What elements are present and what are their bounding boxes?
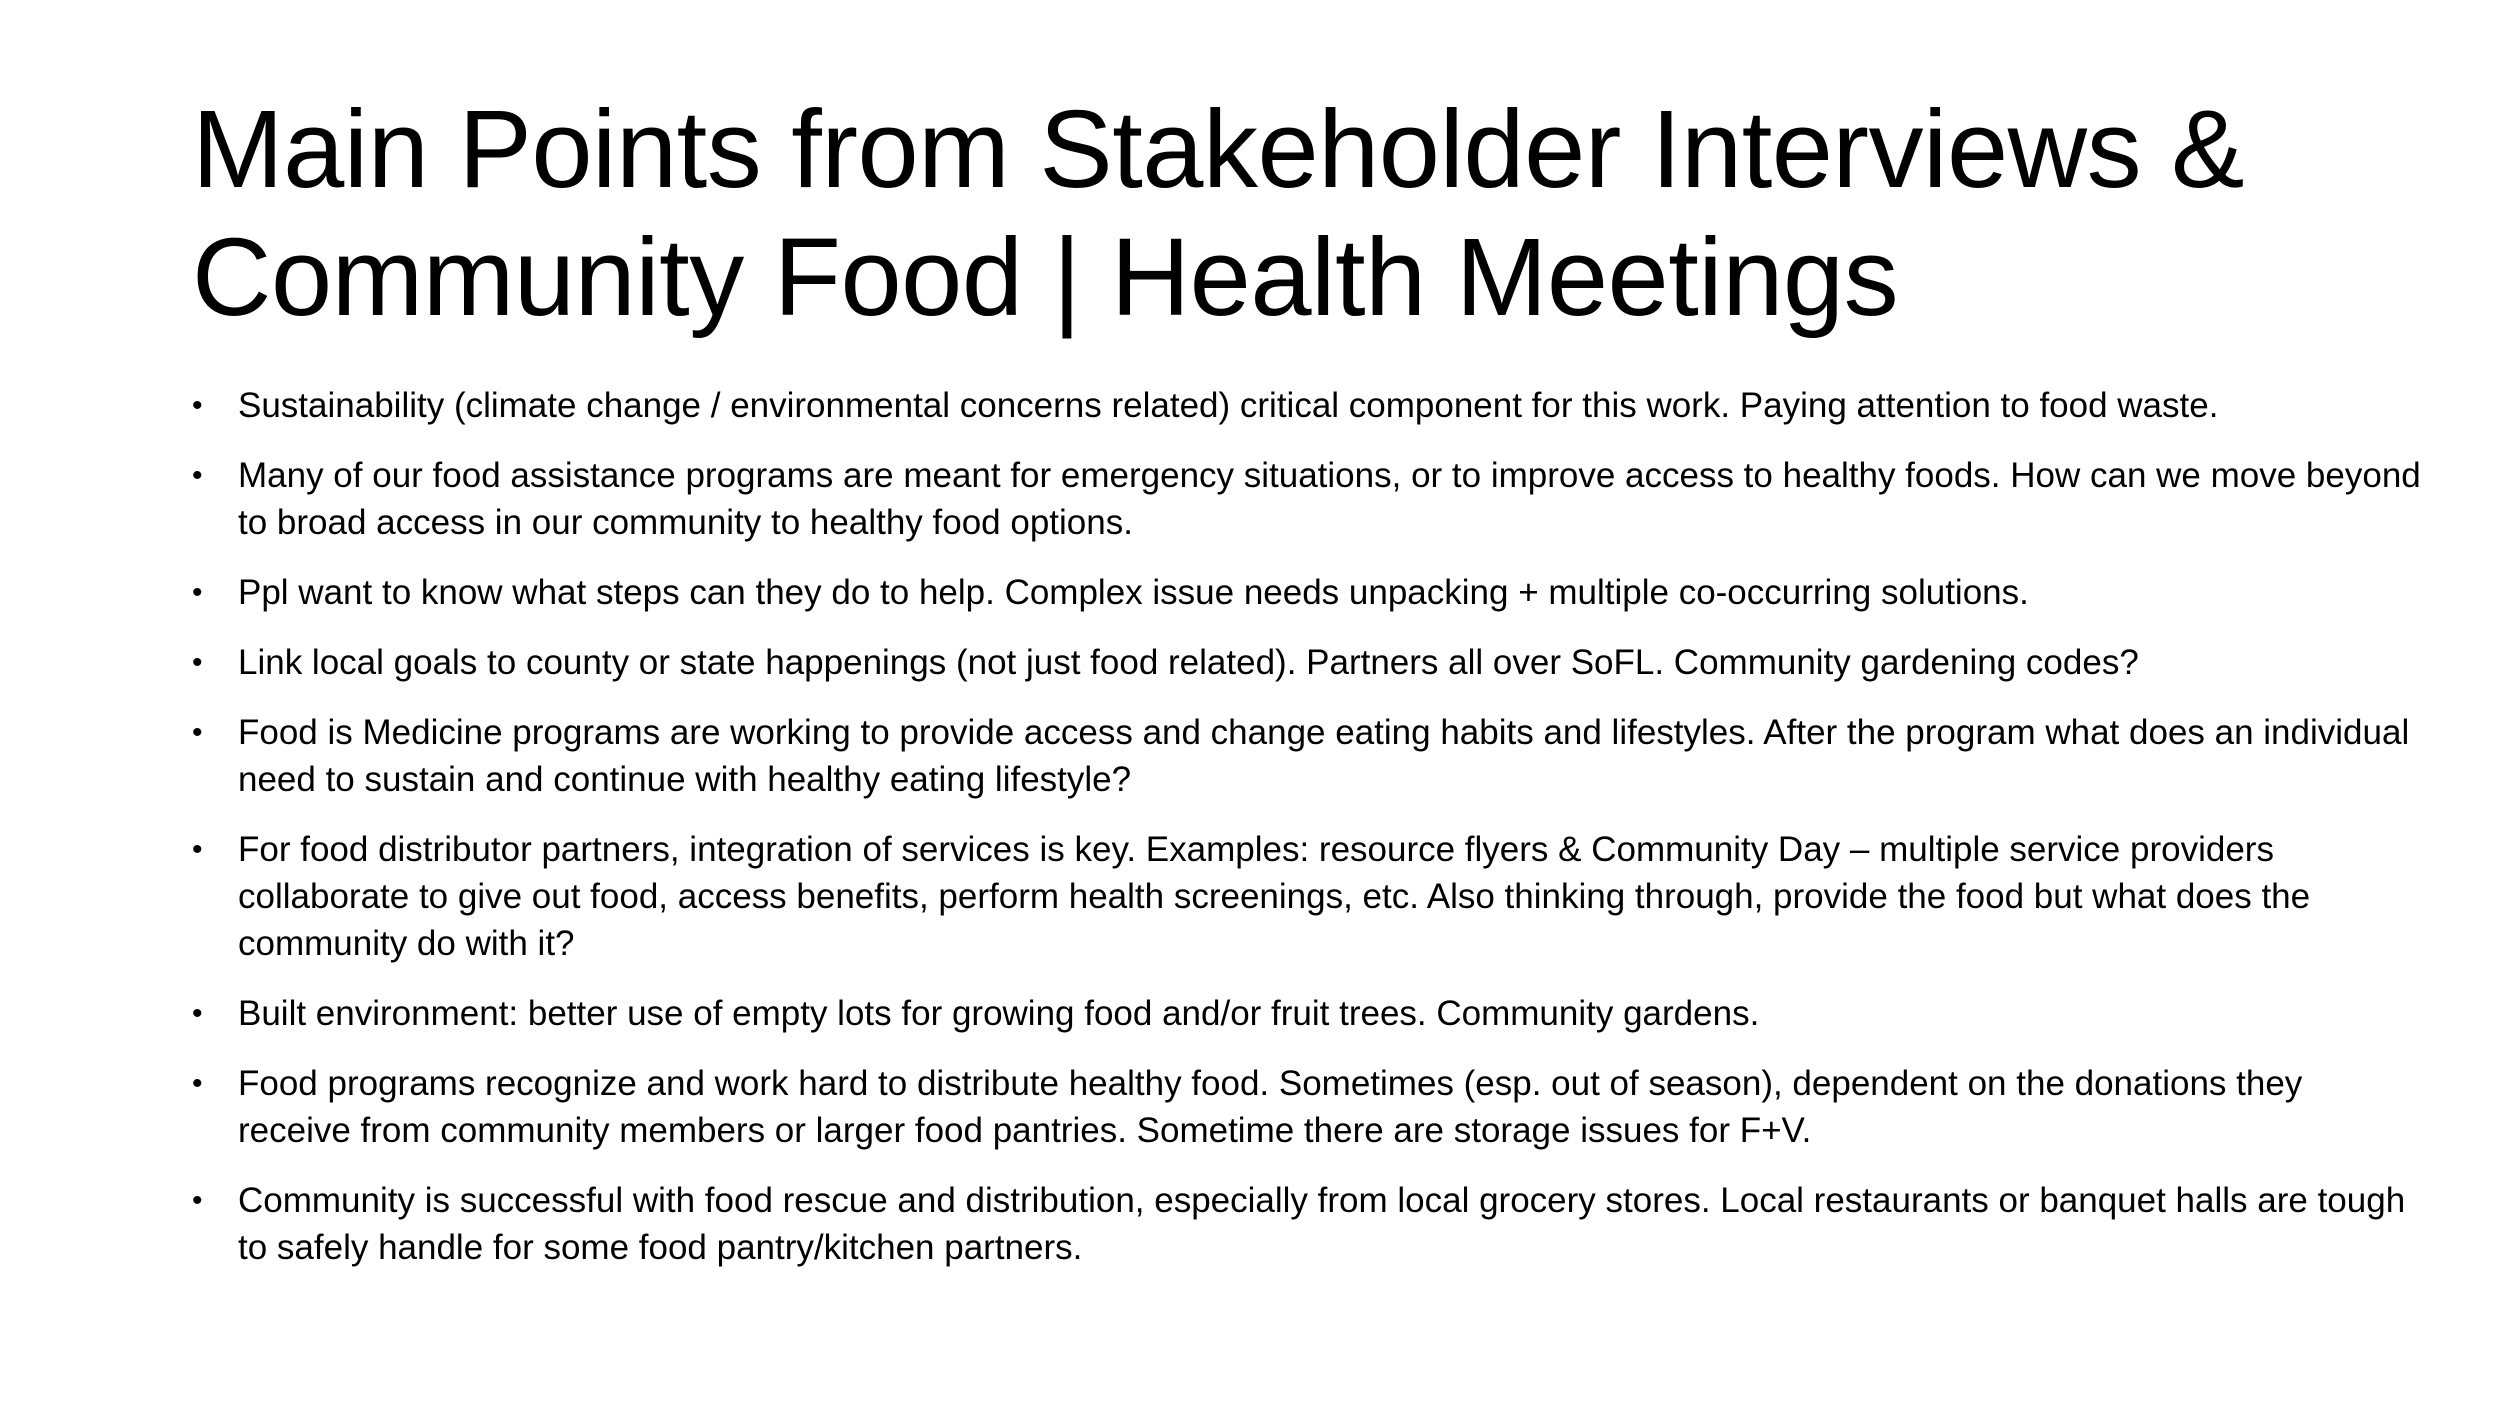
bullet-text: For food distributor partners, integration of services is key. Examples: resource flyers & Community Day – multiple service providers collaborate to give out food, access benefits, perform health screenings, etc. Also thinking through, provide the food but what does the community do with it?	[238, 830, 2311, 963]
bullet-icon: •	[192, 1184, 203, 1217]
bullet-text: Ppl want to know what steps can they do to help. Complex issue needs unpacking + multiple co-occurring solutions.	[238, 573, 2029, 612]
bullet-item	[192, 382, 2422, 429]
bullet-item	[192, 1177, 2422, 1271]
bullet-list	[192, 382, 2422, 1294]
bullet-item	[192, 1060, 2422, 1154]
slide-title: Main Points from Stakeholder Interviews & Community Food | Health Meetings	[192, 88, 2245, 339]
bullet-text: Link local goals to county or state happenings (not just food related). Partners all over SoFL. Community gardening codes?	[238, 643, 2139, 682]
bullet-item	[192, 826, 2422, 967]
bullet-item	[192, 452, 2422, 546]
bullet-icon: •	[192, 459, 203, 492]
bullet-text: Community is successful with food rescue and distribution, especially from local grocery stores. Local restaurants or banquet halls are tough to safely handle for some food pantry/kitchen partners.	[238, 1181, 2406, 1267]
bullet-item	[192, 709, 2422, 803]
bullet-item	[192, 990, 2422, 1037]
bullet-icon: •	[192, 576, 203, 609]
bullet-icon: •	[192, 716, 203, 749]
bullet-item	[192, 639, 2422, 686]
bullet-icon: •	[192, 646, 203, 679]
bullet-text: Food programs recognize and work hard to distribute healthy food. Sometimes (esp. out of season), dependent on the donations they receive from community members or larger food pantries. Sometime there are storage issues for F+V.	[238, 1064, 2303, 1150]
bullet-item	[192, 569, 2422, 616]
bullet-icon: •	[192, 1067, 203, 1100]
bullet-icon: •	[192, 997, 203, 1030]
bullet-text: Sustainability (climate change / environmental concerns related) critical component for this work. Paying attention to food waste.	[238, 386, 2219, 425]
bullet-text: Built environment: better use of empty lots for growing food and/or fruit trees. Community gardens.	[238, 994, 1760, 1033]
bullet-text: Food is Medicine programs are working to provide access and change eating habits and lifestyles. After the program what does an individual need to sustain and continue with healthy eating lifestyle?	[238, 713, 2410, 799]
bullet-text: Many of our food assistance programs are meant for emergency situations, or to improve access to healthy foods. How can we move beyond to broad access in our community to healthy food options.	[238, 456, 2421, 542]
bullet-icon: •	[192, 389, 203, 422]
bullet-icon: •	[192, 833, 203, 866]
